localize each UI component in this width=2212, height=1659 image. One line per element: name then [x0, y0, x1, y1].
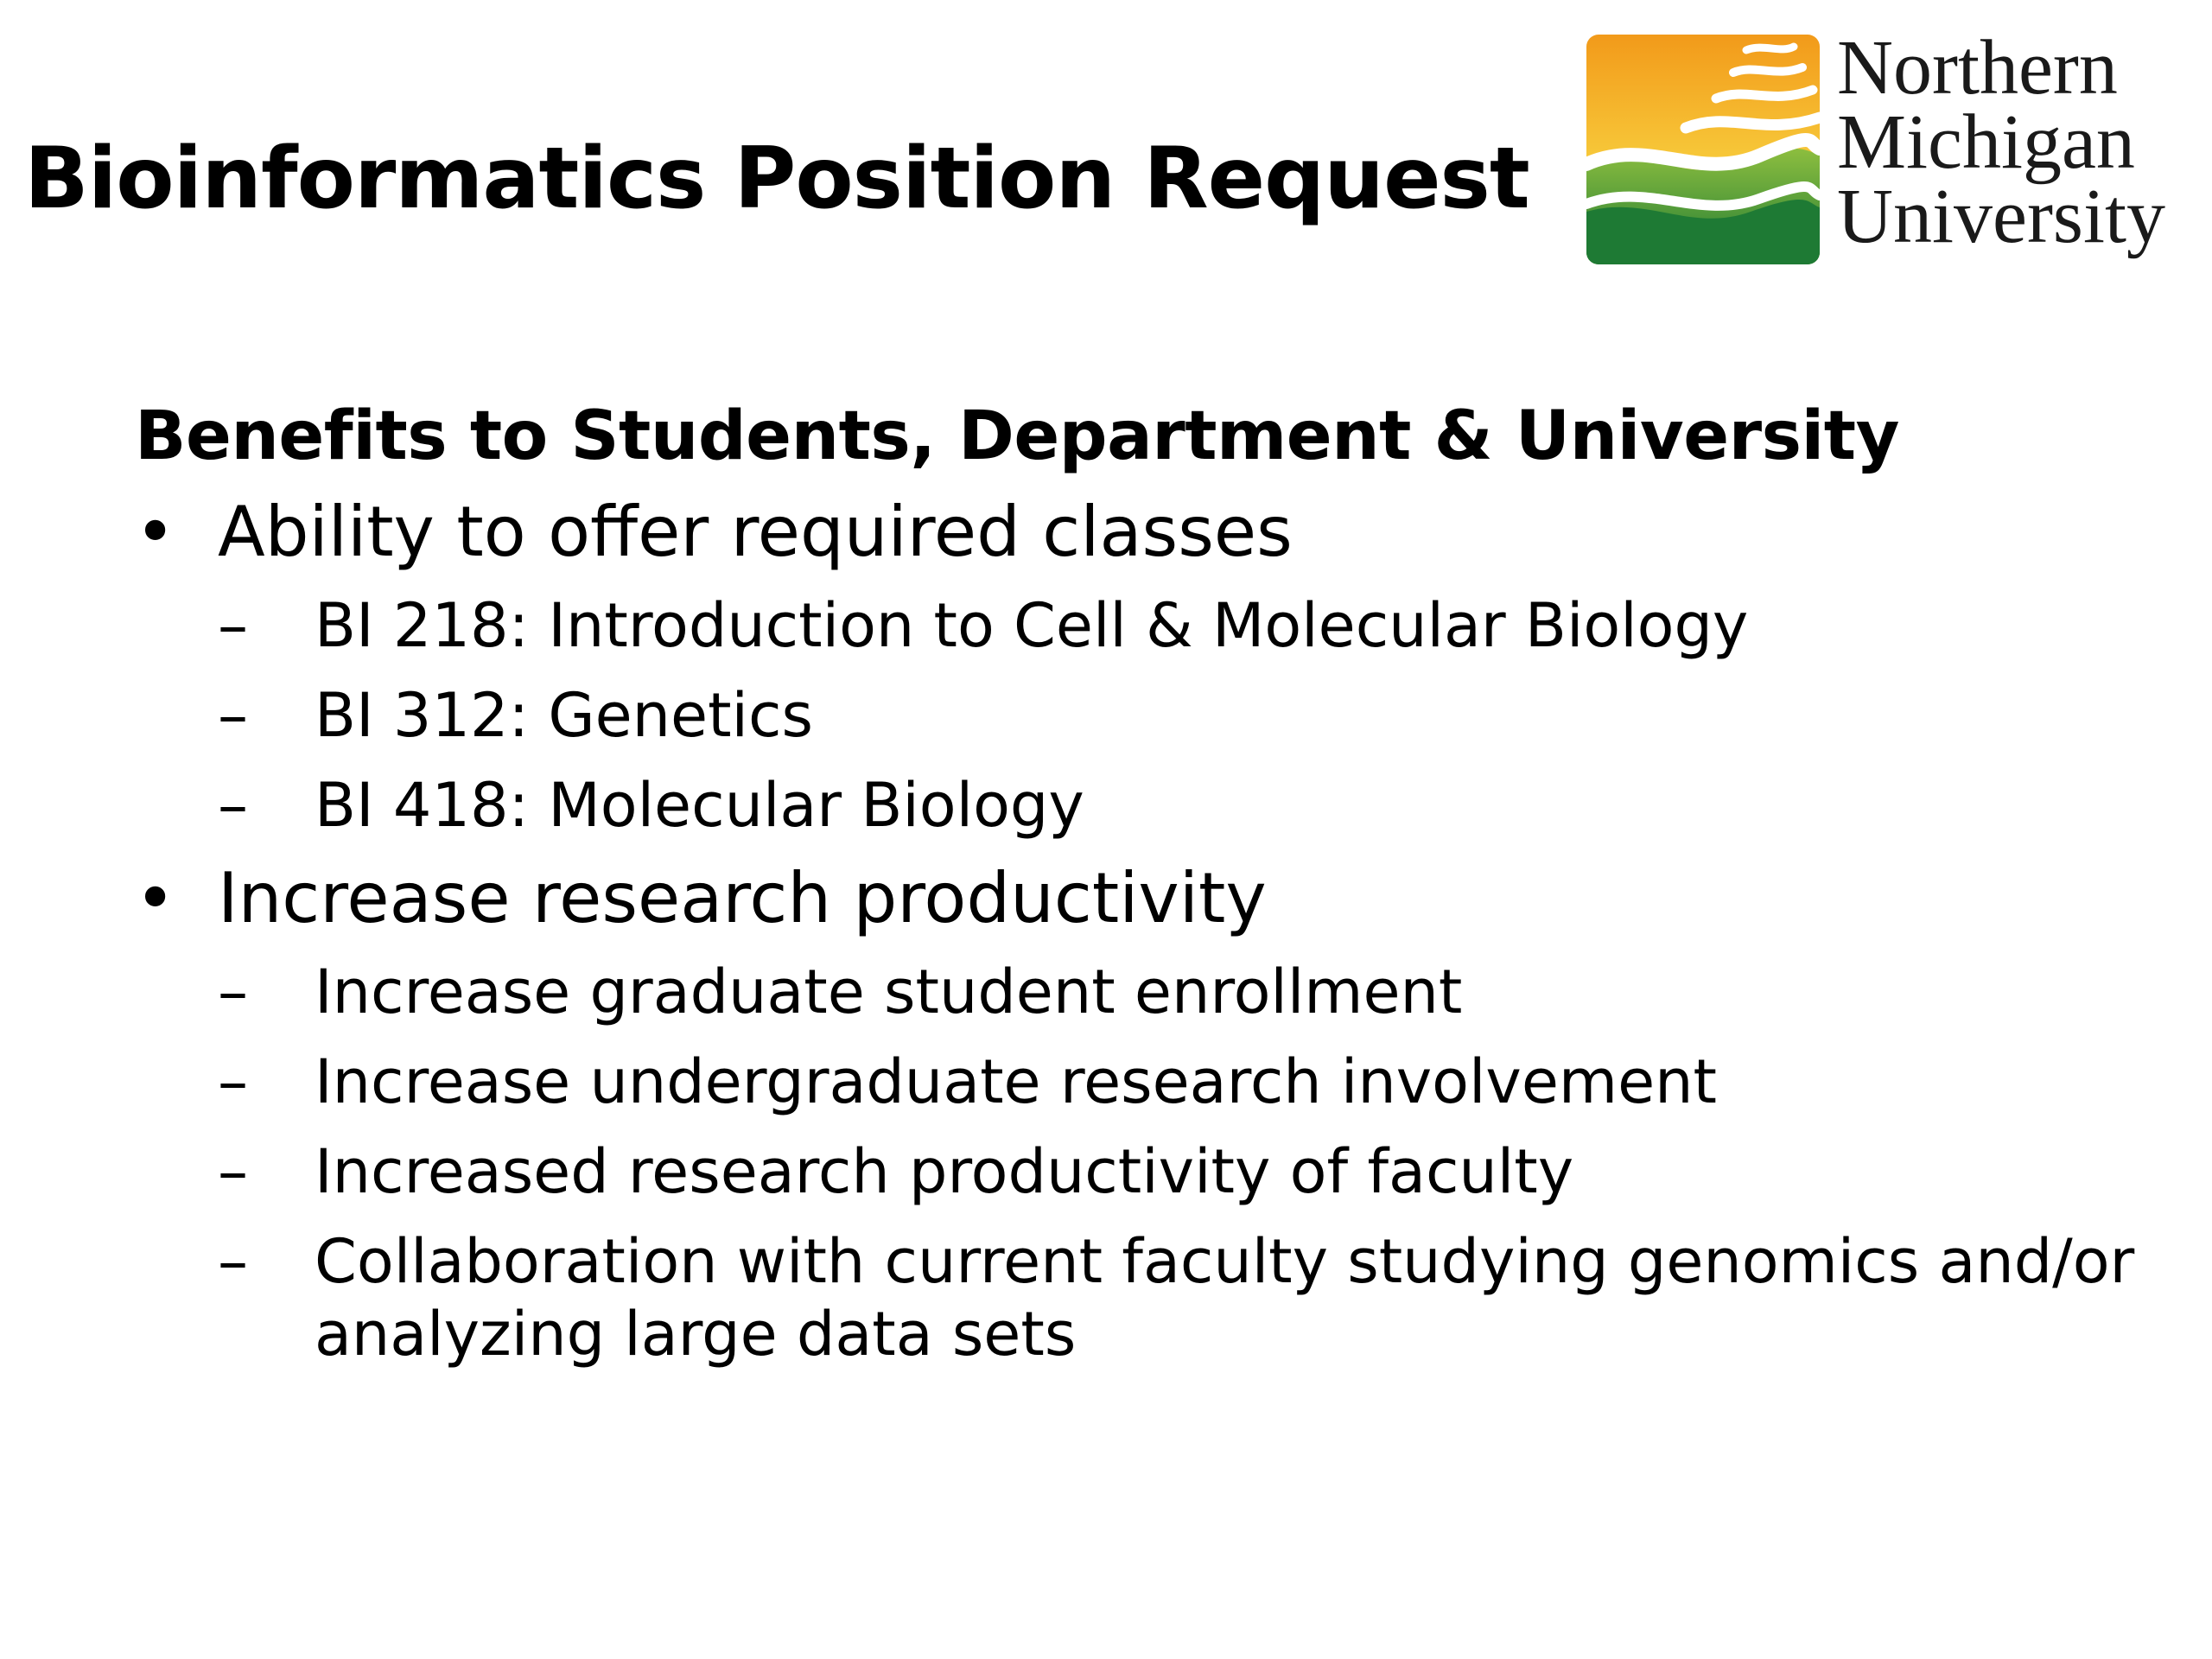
- slide-body: [135, 389, 2135, 1379]
- sub-list-item: [218, 1217, 2135, 1379]
- bullet-text: Increase research productivity: [218, 858, 1267, 938]
- sub-item-text: BI 218: Introduction to Cell & Molecular Biology: [315, 590, 1749, 661]
- sub-item-text: BI 312: Genetics: [315, 680, 813, 751]
- bullet-glyph: •: [135, 492, 176, 572]
- section-heading: Benefits to Students, Department & University: [135, 397, 1899, 475]
- sub-list-item: [218, 1037, 2122, 1127]
- university-logo: [1586, 25, 2183, 282]
- list-item: [135, 484, 2122, 850]
- sub-item-text: Increased research productivity of faculty: [315, 1136, 1574, 1207]
- sub-item-text: Collaboration with current faculty studying genomics and/or analyzing large data sets: [315, 1226, 2135, 1370]
- bullet-list: [135, 484, 2135, 1379]
- dash-glyph: –: [218, 1226, 248, 1297]
- dash-glyph: –: [218, 680, 248, 751]
- dash-glyph: –: [218, 1136, 248, 1207]
- bullet-glyph: •: [135, 858, 176, 938]
- dash-glyph: –: [218, 957, 248, 1027]
- sub-list-item: [218, 760, 2122, 850]
- bullet-text: Ability to offer required classes: [218, 492, 1293, 572]
- logo-wordmark: [1837, 25, 2165, 259]
- dash-glyph: –: [218, 1046, 248, 1117]
- wave-logo-icon: [1586, 35, 1820, 264]
- sub-list-item: [218, 947, 2122, 1037]
- sub-list-item: [218, 581, 2122, 671]
- list-item: [135, 850, 2135, 1379]
- dash-glyph: –: [218, 770, 248, 841]
- sub-item-text: Increase undergraduate research involvement: [315, 1046, 1717, 1117]
- sub-list-item: [218, 1127, 2122, 1217]
- logo-line-northern: Northern: [1837, 25, 2118, 111]
- logo-line-michigan: Michigan: [1837, 99, 2135, 185]
- sub-list: [218, 947, 2135, 1379]
- sub-list: [218, 581, 2122, 850]
- sub-item-text: BI 418: Molecular Biology: [315, 770, 1084, 841]
- sub-item-text: Increase graduate student enrollment: [315, 957, 1463, 1027]
- sub-list-item: [218, 671, 2122, 760]
- slide-title: Bioinformatics Position Request: [24, 130, 1529, 228]
- logo-line-university: University: [1837, 174, 2165, 259]
- dash-glyph: –: [218, 590, 248, 661]
